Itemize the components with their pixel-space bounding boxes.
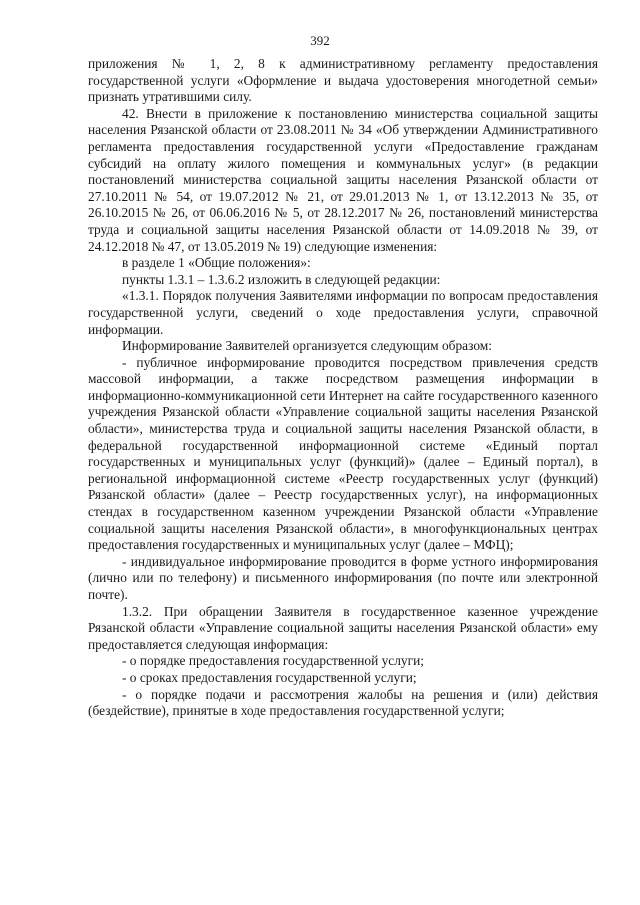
paragraph-repeal-appendices: приложения № 1, 2, 8 к административному регламенту предоставления государственной услуги «Оформление и выдача удостоверения многодетной семьи» признать утратившими силу. xyxy=(88,56,598,105)
paragraph-item-42: 42. Внести в приложение к постановлению министерства социальной защиты населения Рязанской области от 23.08.2011 № 34 «Об утверждении Административного регламента предоставления государственной услуги «Предоставление гражданам субсидий на оплату жилого помещения и коммунальных услуг» (в редакции постановлений министерства социальной защиты населения Рязанской области от 27.10.2011 № 54, от 19.07.2012 № 21, от 29.01.2013 № 1, от 13.12.2013 № 35, от 26.10.2015 № 26, от 06.06.2016 № 5, от 28.12.2017 № 26, постановлений министерства труда и социальной защиты населения Рязанской области от 14.09.2018 № 39, от 24.12.2018 № 47, от 13.05.2019 № 19) следующие изменения: xyxy=(88,105,598,254)
paragraph-1-3-1: «1.3.1. Порядок получения Заявителями информации по вопросам предоставления государственной услуги, сведений о ходе предоставления услуги, справочной информации. xyxy=(88,288,598,337)
list-item-complaints: - о порядке подачи и рассмотрения жалобы на решения и (или) действия (бездействие), принятые в ходе предоставления государственной услуги; xyxy=(88,686,598,719)
paragraph-public-informing: - публичное информирование проводится посредством привлечения средств массовой информации, а также посредством размещения информации в информационно-коммуникационной сети Интернет на сайте государственного казенного учреждения Рязанской области «Управление социальной защиты населения Рязанской области», министерства труда и социальной защиты населения Рязанской области, в федеральной государственной информационной системе «Единый портал государственных и муниципальных услуг (функций)» (далее – Единый портал), в региональной информационной системе «Реестр государственных услуг (функций) Рязанской области» (далее – Реестр государственных услуг), на информационных стендах в государственном казенном учреждении Рязанской области «Управление социальной защиты населения Рязанской области», в многофункциональных центрах предоставления государственных и муниципальных услуг (далее – МФЦ); xyxy=(88,354,598,553)
list-item-terms: - о сроках предоставления государственной услуги; xyxy=(122,669,417,685)
page-number: 392 xyxy=(310,33,330,48)
paragraph-section-1: в разделе 1 «Общие положения»: xyxy=(122,255,311,271)
paragraph-1-3-2: 1.3.2. При обращении Заявителя в государственное казенное учреждение Рязанской области «Управление социальной защиты населения Рязанской области» ему предоставляется следующая информация: xyxy=(88,603,598,652)
paragraph-points-range: пункты 1.3.1 – 1.3.6.2 изложить в следующей редакции: xyxy=(122,271,441,287)
paragraph-informing-intro: Информирование Заявителей организуется следующим образом: xyxy=(122,338,492,354)
paragraph-individual-informing: - индивидуальное информирование проводится в форме устного информирования (лично или по телефону) и письменного информирования (по почте или электронной почте). xyxy=(88,553,598,602)
document-body xyxy=(88,56,598,720)
list-item-procedure: - о порядке предоставления государственной услуги; xyxy=(122,653,425,669)
